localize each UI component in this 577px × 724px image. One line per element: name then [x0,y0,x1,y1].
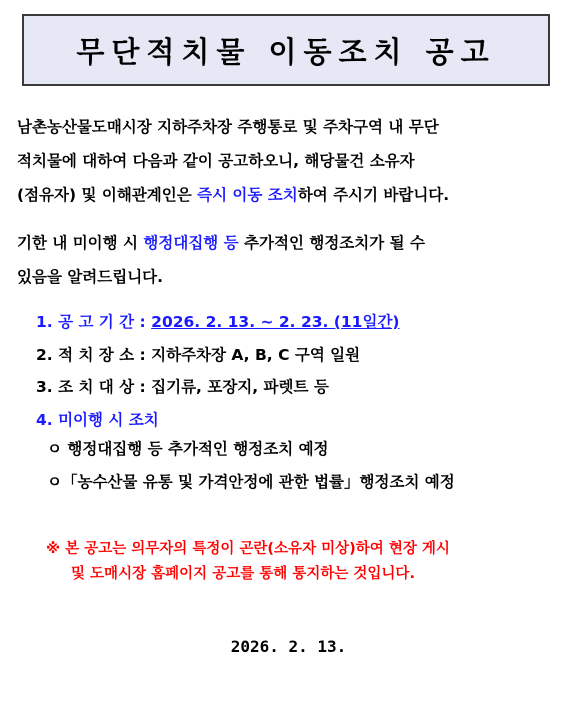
list-item-non-compliance [36,404,556,437]
red-notice-line-2 [46,562,556,587]
list-item-period [36,306,556,339]
paragraph-2-line-1-before: 기한 내 미이행 시 [17,234,144,252]
red-notice [46,537,556,587]
paragraph-1-line-2 [17,144,561,178]
target-text: 3. 조 치 대 상 : 집기류, 포장지, 파렛트 등 [36,378,329,396]
immediate-move-highlight: 즉시 이동 조치 [197,186,298,204]
paragraph-1-line-3-before: (점유자) 및 이해관계인은 [17,186,198,204]
announcement-date: 2026. 2. 13. [230,637,347,656]
location-text: 2. 적 치 장 소 : 지하주차장 A, B, C 구역 일원 [36,345,361,364]
paragraph-1-line-3-after: 하여 주시기 바랍니다. [297,186,450,204]
notice-paragraph-2 [17,226,561,294]
paragraph-2-line-2-text: 있음을 알려드립니다. [17,268,164,286]
red-notice-line-1 [46,537,556,562]
page-title: 무단적치물 이동조치 공고 [76,34,496,69]
bullet-1-text: ㅇ 행정대집행 등 추가적인 행정조치 예정 [47,440,329,458]
bullet-administrative-action [47,437,329,459]
period-value: 2026. 2. 13. ~ 2. 23. (11일간) [151,313,400,331]
title-box [22,14,550,86]
paragraph-1-line-2-text: 적치물에 대하여 다음과 같이 공고하오니, 해당물건 소유자 [17,152,415,170]
red-notice-line-1-text: ※ 본 공고는 의무자의 특정이 곤란(소유자 미상)하여 현장 게시 [46,541,450,557]
period-label: 1. 공 고 기 간 : [36,313,152,331]
list-item-location [36,339,556,372]
list-item-target [36,371,556,404]
notice-paragraph-1 [17,110,561,212]
notice-details-list [36,306,556,436]
paragraph-1-line-1 [17,110,561,144]
paragraph-2-line-1-after: 추가적인 행정조치가 될 수 [238,234,425,252]
paragraph-2-line-2 [17,260,561,294]
bullet-2-text: ㅇ「농수산물 유통 및 가격안정에 관한 법률」행정조치 예정 [47,473,455,491]
paragraph-1-line-3 [17,178,561,212]
non-compliance-text: 4. 미이행 시 조치 [36,410,159,429]
administrative-execution-highlight: 행정대집행 등 [143,234,239,252]
bullet-law-action [47,470,455,492]
paragraph-1-line-1-text: 남촌농산물도매시장 지하주차장 주행통로 및 주차구역 내 무단 [17,118,439,136]
red-notice-line-2-text: 및 도매시장 홈페이지 공고를 통해 통지하는 것입니다. [71,566,415,582]
paragraph-2-line-1 [17,226,561,260]
